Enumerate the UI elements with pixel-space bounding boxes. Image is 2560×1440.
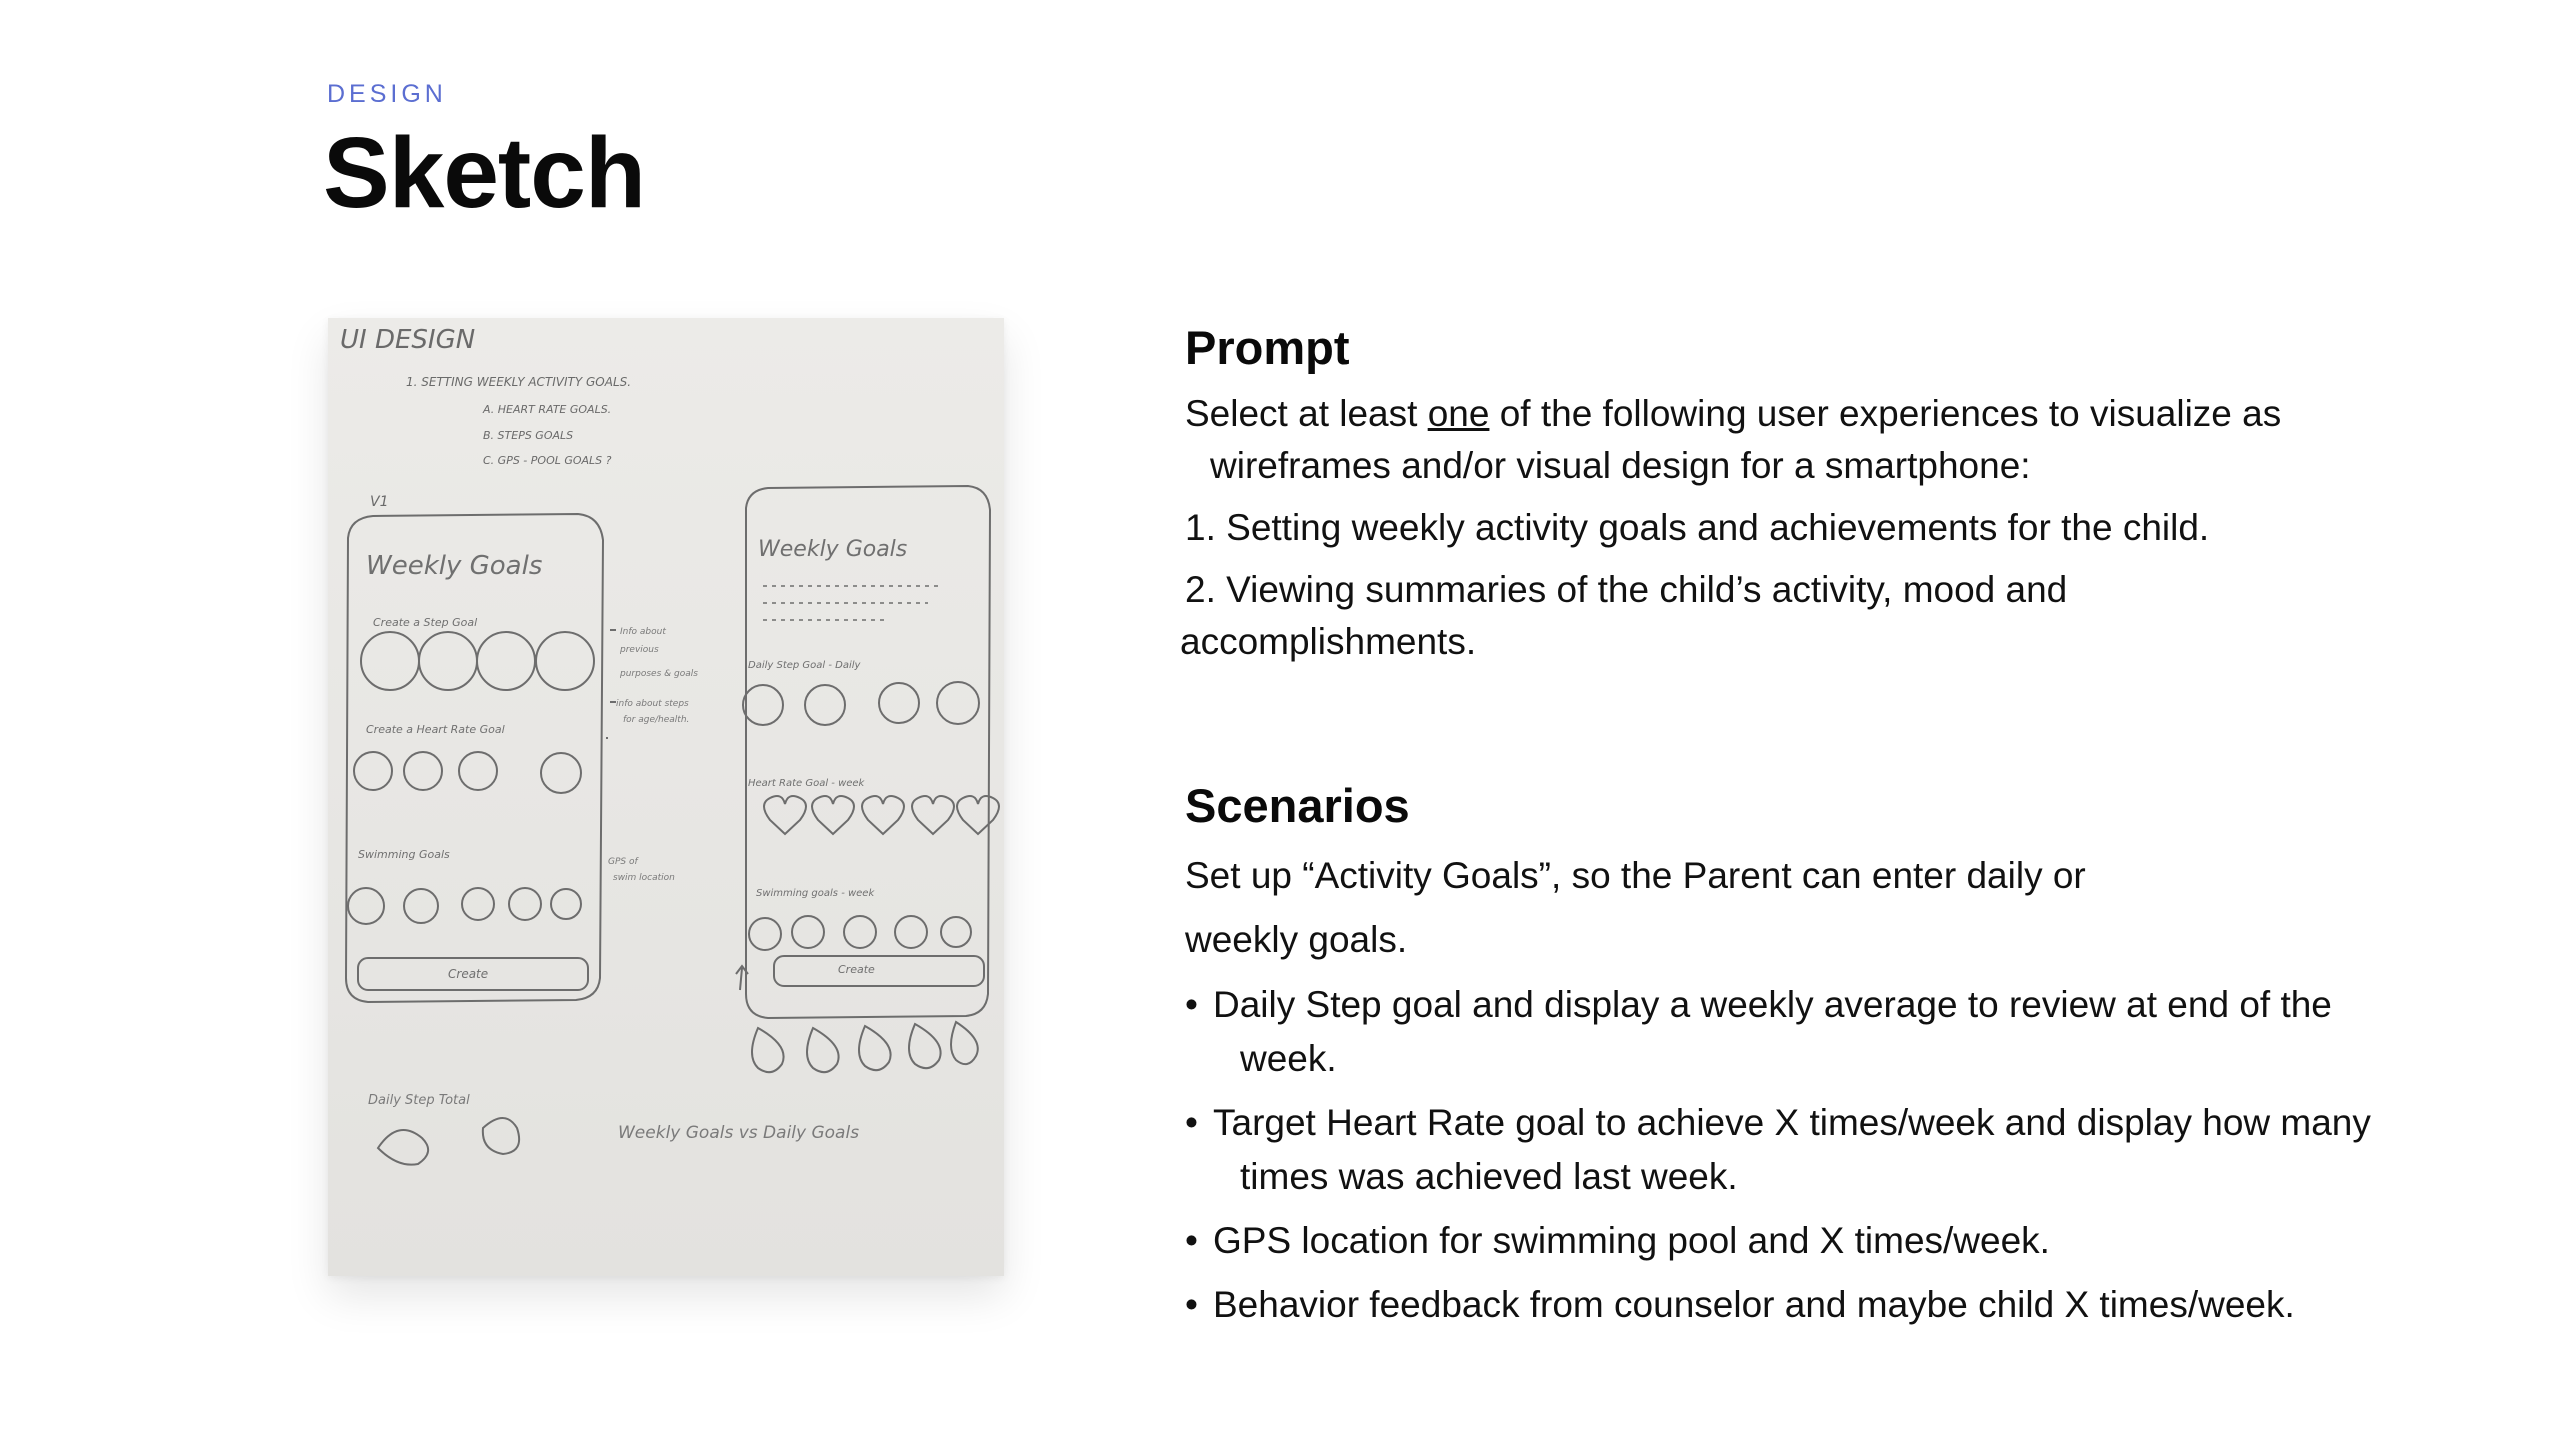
prompt-heading: Prompt (1185, 321, 1350, 374)
svg-text:for age/health.: for age/health. (623, 715, 690, 725)
prompt-line-1: Select at least one of the following user experiences to visualize as (1185, 393, 2282, 434)
sketch-note-1: 1. SETTING WEEKLY ACTIVITY GOALS. (406, 375, 632, 389)
svg-text:Swimming goals - week: Swimming goals - week (756, 888, 875, 899)
scenario-bullet-2: • Target Heart Rate goal to achieve X times/week and display how many (1185, 1096, 2371, 1150)
sketch-footer-left: Daily Step Total (368, 1093, 470, 1108)
heart-goal-label: Create a Heart Rate Goal (366, 723, 505, 736)
sketch-photo (328, 318, 1004, 1276)
scenarios-intro-2: weekly goals. (1185, 919, 1408, 960)
phone2-create: Create (838, 963, 875, 976)
bullet-dot-icon: • (1185, 1102, 1198, 1143)
prompt-line-2: wireframes and/or visual design for a smartphone: (1210, 445, 2031, 486)
svg-text:info about steps: info about steps (616, 699, 689, 709)
sketch-note-4: C. GPS - POOL GOALS ? (483, 454, 612, 467)
sketch-version: V1 (370, 494, 389, 510)
scenario-bullet-1-cont: week. (1240, 1038, 1337, 1079)
phone1-title: Weekly Goals (366, 551, 543, 581)
prompt-item-1: 1. Setting weekly activity goals and achievements for the child. (1185, 507, 2210, 548)
sketch-heading: UI DESIGN (340, 325, 476, 355)
prompt-item-2-cont: accomplishments. (1180, 621, 1477, 662)
section-eyebrow: DESIGN (327, 80, 447, 108)
sketch-footer-right: Weekly Goals vs Daily Goals (618, 1123, 860, 1143)
svg-text:Info about: Info about (620, 627, 666, 637)
scenarios-heading: Scenarios (1185, 779, 1410, 832)
sketch-note-2: A. HEART RATE GOALS. (483, 403, 612, 416)
scenarios-intro-1: Set up “Activity Goals”, so the Parent can enter daily or (1185, 855, 2086, 896)
scenario-bullet-1: • Daily Step goal and display a weekly average to review at end of the (1185, 978, 2332, 1032)
bullet-dot-icon: • (1185, 1284, 1198, 1325)
svg-text:GPS of: GPS of (608, 857, 638, 867)
phone2-title: Weekly Goals (758, 537, 908, 562)
swim-goal-label: Swimming Goals (358, 848, 450, 861)
svg-text:Daily Step Goal - Daily: Daily Step Goal - Daily (748, 660, 861, 671)
scenario-bullet-4: • Behavior feedback from counselor and maybe child X times/week. (1185, 1278, 2295, 1332)
phone1-create: Create (448, 967, 489, 981)
scenario-bullet-3: • GPS location for swimming pool and X times/week. (1185, 1214, 2050, 1268)
svg-text:Heart Rate Goal - week: Heart Rate Goal - week (748, 778, 865, 789)
bullet-dot-icon: • (1185, 984, 1198, 1025)
bullet-dot-icon: • (1185, 1220, 1198, 1261)
scenario-bullet-2-cont: times was achieved last week. (1240, 1156, 1738, 1197)
svg-text:purposes & goals: purposes & goals (620, 669, 698, 679)
step-goal-label: Create a Step Goal (373, 616, 478, 629)
svg-text:previous: previous (620, 645, 659, 655)
prompt-item-2: 2. Viewing summaries of the child’s activity, mood and (1185, 569, 2068, 610)
sketch-note-3: B. STEPS GOALS (483, 429, 574, 442)
svg-text:swim location: swim location (613, 873, 675, 883)
page-title: Sketch (323, 117, 645, 229)
